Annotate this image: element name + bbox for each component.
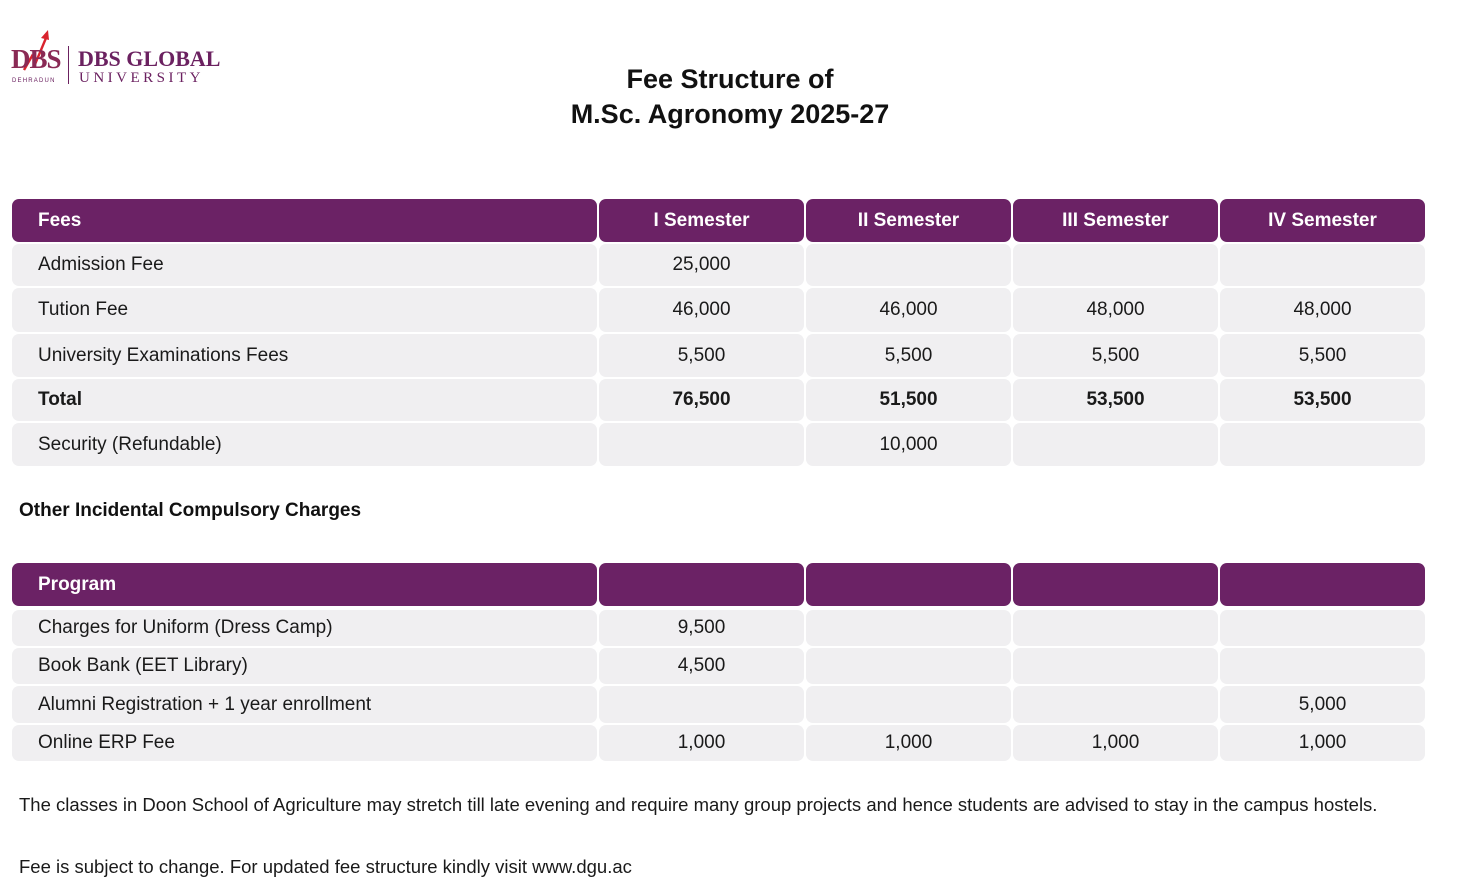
table-cell (1013, 423, 1218, 466)
fee-change-note: Fee is subject to change. For updated fee structure kindly visit www.dgu.ac (19, 856, 632, 877)
table-row-total (12, 379, 1425, 421)
row-label: Admission Fee (12, 244, 597, 286)
table-cell: 76,500 (599, 379, 804, 421)
table-cell (599, 423, 804, 466)
row-label: Alumni Registration + 1 year enrollment (12, 686, 597, 723)
table-row (12, 648, 1425, 684)
page-title (430, 62, 1030, 132)
logo-name-line1: DBS GLOBAL (78, 46, 221, 71)
logo-mark-text: DBS (11, 44, 61, 74)
table-cell (1220, 648, 1425, 684)
table-row (12, 288, 1425, 332)
table-row (12, 244, 1425, 286)
table-row (12, 686, 1425, 723)
header-cell: Program (12, 563, 597, 606)
table-cell (1013, 244, 1218, 286)
table-cell (806, 244, 1011, 286)
table-cell: 48,000 (1220, 288, 1425, 332)
logo-divider (68, 46, 69, 84)
table-cell: 1,000 (1220, 725, 1425, 761)
table-cell (806, 610, 1011, 646)
table-cell: 46,000 (806, 288, 1011, 332)
title-line1: Fee Structure of (626, 64, 834, 94)
table-row (12, 725, 1425, 761)
row-label: Book Bank (EET Library) (12, 648, 597, 684)
table-cell: 4,500 (599, 648, 804, 684)
row-label: Charges for Uniform (Dress Camp) (12, 610, 597, 646)
row-label: Security (Refundable) (12, 423, 597, 466)
table-cell: 25,000 (599, 244, 804, 286)
table-cell: 1,000 (806, 725, 1011, 761)
row-label: Tution Fee (12, 288, 597, 332)
table-cell (1220, 610, 1425, 646)
header-cell (599, 563, 804, 606)
table-cell: 5,500 (806, 334, 1011, 377)
table-cell: 53,500 (1220, 379, 1425, 421)
table-cell (599, 686, 804, 723)
header-cell: IV Semester (1220, 199, 1425, 242)
fees-table-header (12, 199, 1425, 242)
table-cell: 46,000 (599, 288, 804, 332)
logo-name-line2: UNIVERSITY (79, 70, 204, 86)
table-cell: 9,500 (599, 610, 804, 646)
header-cell: III Semester (1013, 199, 1218, 242)
header-cell (1013, 563, 1218, 606)
header-cell (1220, 563, 1425, 606)
table-cell: 1,000 (599, 725, 804, 761)
other-charges-header (12, 563, 1425, 606)
row-label: Online ERP Fee (12, 725, 597, 761)
table-row (12, 334, 1425, 377)
header-cell (806, 563, 1011, 606)
header-cell: II Semester (806, 199, 1011, 242)
table-cell: 1,000 (1013, 725, 1218, 761)
header-cell: I Semester (599, 199, 804, 242)
table-cell: 5,500 (1013, 334, 1218, 377)
table-cell: 53,500 (1013, 379, 1218, 421)
table-cell (806, 648, 1011, 684)
table-cell: 48,000 (1013, 288, 1218, 332)
table-cell (1220, 244, 1425, 286)
table-cell (1220, 423, 1425, 466)
table-cell: 51,500 (806, 379, 1011, 421)
table-cell: 10,000 (806, 423, 1011, 466)
university-logo (10, 26, 230, 90)
other-charges-heading: Other Incidental Compulsory Charges (19, 500, 362, 521)
table-cell (1013, 610, 1218, 646)
title-line2: M.Sc. Agronomy 2025-27 (570, 99, 890, 129)
table-cell (1013, 648, 1218, 684)
table-cell: 5,500 (599, 334, 804, 377)
logo-mark-subtext: DEHRADUN (12, 78, 56, 84)
table-row (12, 610, 1425, 646)
header-cell: Fees (12, 199, 597, 242)
table-row (12, 423, 1425, 466)
table-cell (806, 686, 1011, 723)
hostel-note: The classes in Doon School of Agriculture may stretch till late evening and require many group projects and hence students are advised to stay in the campus hostels. (19, 794, 1378, 815)
row-label: University Examinations Fees (12, 334, 597, 377)
table-cell (1013, 686, 1218, 723)
table-cell: 5,500 (1220, 334, 1425, 377)
row-label: Total (12, 379, 597, 421)
table-cell: 5,000 (1220, 686, 1425, 723)
